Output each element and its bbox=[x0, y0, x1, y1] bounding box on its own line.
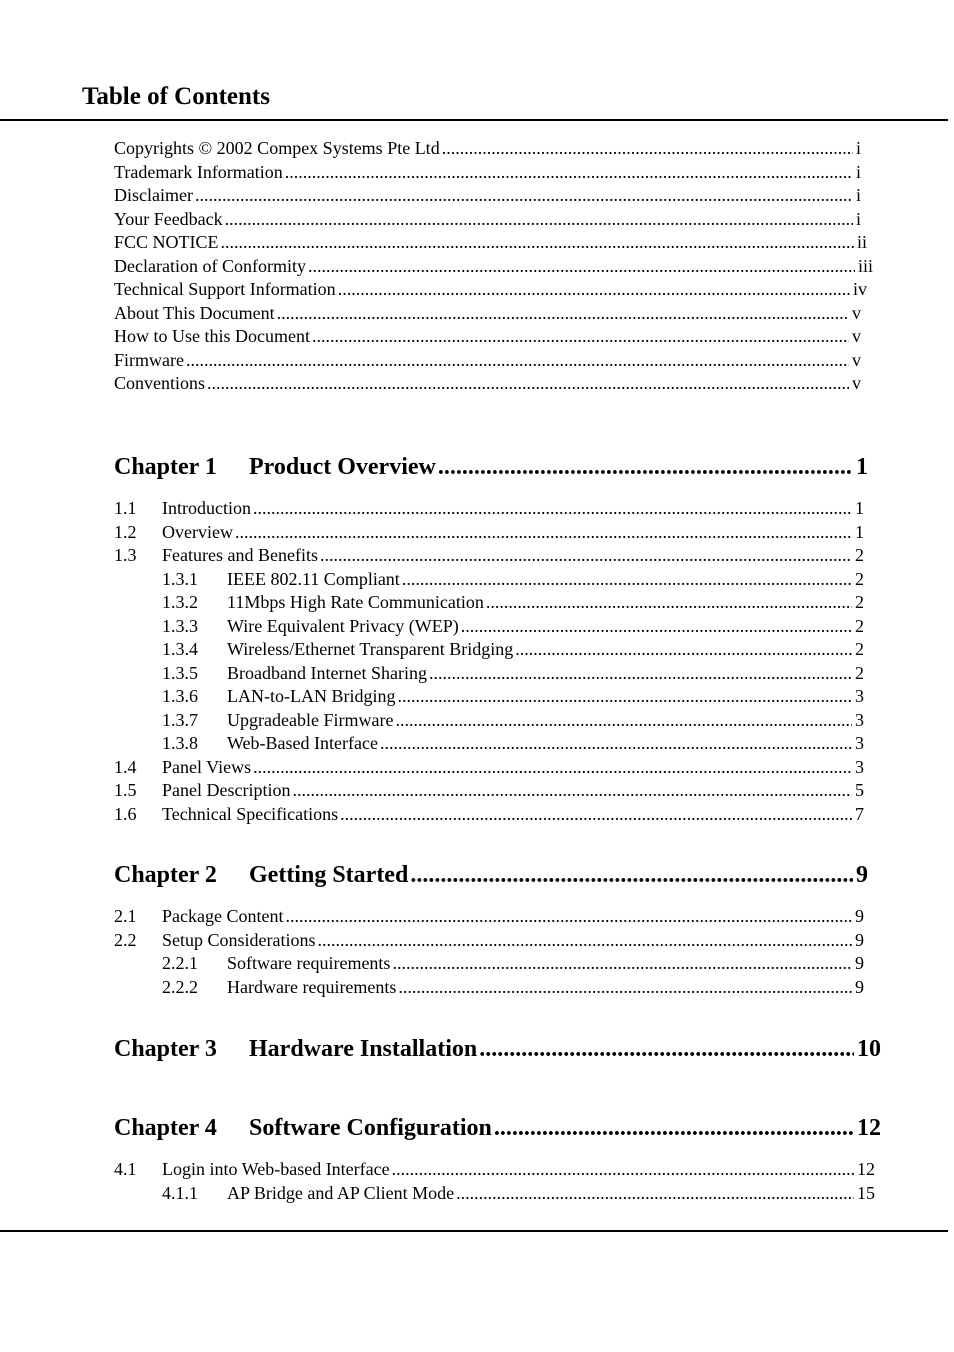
toc-entry-number: 2.2 bbox=[114, 929, 137, 950]
toc-entry-number: 1.3.5 bbox=[162, 662, 198, 683]
dot-leader bbox=[494, 1112, 854, 1144]
toc-entry-page: v bbox=[852, 302, 861, 323]
toc-entry-title: Product Overview bbox=[249, 454, 436, 480]
toc-entry-number: 1.3.6 bbox=[162, 686, 198, 706]
toc-entry-title: Hardware Installation bbox=[249, 1036, 478, 1062]
toc-entry-number: 2.1 bbox=[114, 906, 137, 926]
toc-entry-page: 9 bbox=[855, 906, 864, 926]
toc-entry-page: i bbox=[855, 138, 861, 158]
toc-entry-page: 9 bbox=[856, 862, 868, 888]
toc-entry-number: 1.2 bbox=[114, 521, 137, 542]
dot-leader bbox=[515, 638, 852, 661]
toc-entry-page: 1 bbox=[855, 498, 864, 518]
footer-rule bbox=[0, 1230, 948, 1232]
toc-entry-title: AP Bridge and AP Client Mode bbox=[227, 1182, 455, 1203]
toc-entry-title: Firmware bbox=[114, 349, 184, 370]
toc-entry-title: Software Configuration bbox=[249, 1115, 492, 1141]
dot-leader bbox=[398, 976, 852, 999]
toc-entry-page: 1 bbox=[855, 521, 864, 542]
toc-subsection-entry[interactable] bbox=[162, 591, 864, 614]
toc-entry-title: Overview bbox=[162, 521, 233, 542]
toc-subsection-entry[interactable] bbox=[162, 615, 864, 638]
toc-entry-number: 1.3 bbox=[114, 545, 137, 565]
toc-entry-number: Chapter 4 bbox=[114, 1115, 217, 1141]
toc-entry-title: LAN-to-LAN Bridging bbox=[227, 686, 396, 706]
dot-leader bbox=[340, 803, 852, 826]
toc-section-entry[interactable] bbox=[114, 497, 864, 520]
toc-entry-title: Setup Considerations bbox=[162, 929, 316, 950]
toc-entry-page: 2 bbox=[855, 639, 864, 659]
dot-leader bbox=[338, 278, 850, 301]
toc-entry-title: Web-Based Interface bbox=[227, 733, 378, 753]
toc-entry-title: Copyrights © 2002 Compex Systems Pte Ltd bbox=[114, 138, 440, 158]
dot-leader bbox=[486, 591, 852, 614]
toc-entry-page: 2 bbox=[855, 615, 864, 636]
dot-leader bbox=[207, 372, 849, 395]
dot-leader bbox=[253, 497, 852, 520]
dot-leader bbox=[312, 325, 849, 348]
toc-entry-title: Conventions bbox=[114, 373, 206, 393]
toc-entry-page: 7 bbox=[855, 803, 864, 824]
toc-entry-number: 1.3.2 bbox=[162, 592, 198, 612]
toc-front-entry[interactable] bbox=[114, 349, 861, 372]
toc-entry-title: Technical Support Information bbox=[114, 279, 336, 299]
dot-leader bbox=[186, 349, 849, 372]
dot-leader bbox=[308, 255, 855, 278]
toc-section-entry[interactable] bbox=[114, 756, 864, 779]
toc-section-entry[interactable] bbox=[114, 544, 864, 567]
toc-entry-title: Introduction bbox=[162, 498, 251, 518]
toc-entry-number: 2.2.2 bbox=[162, 976, 198, 997]
toc-front-entry[interactable] bbox=[114, 278, 867, 301]
toc-entry-page: v bbox=[852, 349, 861, 370]
toc-entry-page: 3 bbox=[855, 733, 864, 753]
toc-subsection-entry[interactable] bbox=[162, 1182, 875, 1205]
toc-entry-page: 9 bbox=[855, 976, 864, 997]
toc-entry-title: Software requirements bbox=[227, 953, 391, 973]
toc-entry-number: 1.1 bbox=[114, 498, 137, 518]
toc-front-entry[interactable] bbox=[114, 161, 861, 184]
toc-entry-page: i bbox=[855, 208, 861, 229]
toc-entry-title: FCC NOTICE bbox=[114, 232, 219, 252]
toc-subsection-entry[interactable] bbox=[162, 568, 864, 591]
toc-entry-title: Login into Web-based Interface bbox=[162, 1159, 390, 1179]
toc-entry-title: Wireless/Ethernet Transparent Bridging bbox=[227, 639, 514, 659]
toc-section-entry[interactable] bbox=[114, 521, 864, 544]
dot-leader bbox=[225, 208, 853, 231]
toc-entry-title: Getting Started bbox=[249, 862, 409, 888]
toc-entry-number: 1.3.1 bbox=[162, 568, 198, 589]
dot-leader bbox=[253, 756, 852, 779]
dot-leader bbox=[402, 568, 852, 591]
toc-section-entry[interactable] bbox=[114, 905, 864, 928]
dot-leader bbox=[235, 521, 852, 544]
toc-subsection-entry[interactable] bbox=[162, 952, 864, 975]
dot-leader bbox=[277, 302, 849, 325]
toc-entry-title: Declaration of Conformity bbox=[114, 255, 306, 276]
toc-entry-title: About This Document bbox=[114, 302, 275, 323]
toc-entry-number: 4.1 bbox=[114, 1159, 137, 1179]
toc-entry-title: Panel Description bbox=[162, 780, 291, 800]
toc-entry-title: Wire Equivalent Privacy (WEP) bbox=[227, 615, 459, 636]
toc-entry-page: 9 bbox=[855, 929, 864, 950]
toc-entry-title: 11Mbps High Rate Communication bbox=[227, 592, 484, 612]
toc-section-entry[interactable] bbox=[114, 929, 864, 952]
toc-front-entry[interactable] bbox=[114, 137, 861, 160]
toc-entry-page: v bbox=[852, 373, 861, 393]
toc-subsection-entry[interactable] bbox=[162, 638, 864, 661]
dot-leader bbox=[442, 137, 853, 160]
toc-entry-number: 1.3.8 bbox=[162, 733, 198, 753]
toc-front-entry[interactable] bbox=[114, 255, 873, 278]
toc-entry-page: ii bbox=[856, 232, 867, 252]
toc-entry-title: IEEE 802.11 Compliant bbox=[227, 568, 400, 589]
toc-entry-page: 2 bbox=[855, 545, 864, 565]
toc-entry-page: 2 bbox=[855, 662, 864, 683]
toc-front-entry[interactable] bbox=[114, 302, 861, 325]
chapter-heading[interactable] bbox=[114, 859, 868, 891]
toc-entry-page: 3 bbox=[855, 709, 864, 730]
toc-entry-page: i bbox=[855, 161, 861, 182]
toc-entry-title: How to Use this Document bbox=[114, 326, 310, 346]
chapter-heading[interactable] bbox=[114, 451, 868, 483]
toc-entry-page: 3 bbox=[855, 756, 864, 777]
dot-leader bbox=[285, 905, 852, 928]
toc-entry-number: Chapter 2 bbox=[114, 862, 217, 888]
toc-entry-page: 1 bbox=[856, 454, 868, 480]
toc-subsection-entry[interactable] bbox=[162, 685, 864, 708]
toc-subsection-entry[interactable] bbox=[162, 662, 864, 685]
toc-entry-number: Chapter 3 bbox=[114, 1036, 217, 1062]
toc-entry-page: 10 bbox=[857, 1036, 881, 1062]
dot-leader bbox=[285, 161, 853, 184]
toc-entry-page: 12 bbox=[857, 1115, 881, 1141]
toc-entry-page: v bbox=[852, 326, 861, 346]
toc-subsection-entry[interactable] bbox=[162, 732, 864, 755]
toc-front-entry[interactable] bbox=[114, 184, 861, 207]
toc-entry-page: i bbox=[855, 185, 861, 205]
chapter-heading[interactable] bbox=[114, 1033, 881, 1065]
toc-subsection-entry[interactable] bbox=[162, 709, 864, 732]
toc-front-entry[interactable] bbox=[114, 372, 861, 395]
toc-subsection-entry[interactable] bbox=[162, 976, 864, 999]
toc-entry-number: 1.3.7 bbox=[162, 709, 198, 730]
toc-entry-title: Package Content bbox=[162, 906, 284, 926]
toc-entry-title: Features and Benefits bbox=[162, 545, 318, 565]
chapter-heading[interactable] bbox=[114, 1112, 881, 1144]
dot-leader bbox=[395, 709, 852, 732]
toc-entry-title: Trademark Information bbox=[114, 161, 283, 182]
dot-leader bbox=[221, 231, 854, 254]
toc-entry-number: 1.3.3 bbox=[162, 615, 198, 636]
toc-section-entry[interactable] bbox=[114, 803, 864, 826]
toc-entry-number: 1.6 bbox=[114, 803, 137, 824]
dot-leader bbox=[392, 1158, 854, 1181]
dot-leader bbox=[461, 615, 852, 638]
toc-entry-number: 4.1.1 bbox=[162, 1182, 198, 1203]
dot-leader bbox=[392, 952, 852, 975]
toc-entry-title: Upgradeable Firmware bbox=[227, 709, 394, 730]
toc-entry-number: 1.5 bbox=[114, 780, 137, 800]
toc-section-entry[interactable] bbox=[114, 779, 864, 802]
toc-entry-title: Hardware requirements bbox=[227, 976, 397, 997]
dot-leader bbox=[438, 451, 853, 483]
toc-entry-page: 2 bbox=[855, 568, 864, 589]
toc-entry-page: 2 bbox=[855, 592, 864, 612]
toc-entry-page: iii bbox=[857, 255, 873, 276]
dot-leader bbox=[429, 662, 852, 685]
toc-entry-title: Panel Views bbox=[162, 756, 252, 777]
toc-entry-page: iv bbox=[852, 279, 867, 299]
toc-front-entry[interactable] bbox=[114, 208, 861, 231]
dot-leader bbox=[380, 732, 852, 755]
dot-leader bbox=[456, 1182, 854, 1205]
dot-leader bbox=[292, 779, 852, 802]
toc-entry-title: Your Feedback bbox=[114, 208, 223, 229]
toc-entry-number: 1.4 bbox=[114, 756, 137, 777]
dot-leader bbox=[479, 1033, 854, 1065]
header-rule bbox=[0, 119, 948, 121]
toc-entry-title: Disclaimer bbox=[114, 185, 193, 205]
toc-front-entry[interactable] bbox=[114, 231, 867, 254]
toc-entry-page: 15 bbox=[857, 1182, 875, 1203]
dot-leader bbox=[318, 929, 853, 952]
toc-entry-number: Chapter 1 bbox=[114, 454, 217, 480]
toc-entry-page: 9 bbox=[855, 953, 864, 973]
toc-entry-page: 5 bbox=[855, 780, 864, 800]
toc-entry-title: Technical Specifications bbox=[162, 803, 339, 824]
toc-entry-page: 3 bbox=[855, 686, 864, 706]
dot-leader bbox=[320, 544, 852, 567]
toc-section-entry[interactable] bbox=[114, 1158, 875, 1181]
dot-leader bbox=[410, 859, 853, 891]
toc-entry-number: 1.3.4 bbox=[162, 639, 198, 659]
dot-leader bbox=[195, 184, 853, 207]
page-title: Table of Contents bbox=[82, 83, 270, 110]
toc-front-entry[interactable] bbox=[114, 325, 861, 348]
toc-entry-title: Broadband Internet Sharing bbox=[227, 662, 427, 683]
toc-entry-page: 12 bbox=[857, 1159, 875, 1179]
toc-entry-number: 2.2.1 bbox=[162, 953, 198, 973]
dot-leader bbox=[397, 685, 852, 708]
